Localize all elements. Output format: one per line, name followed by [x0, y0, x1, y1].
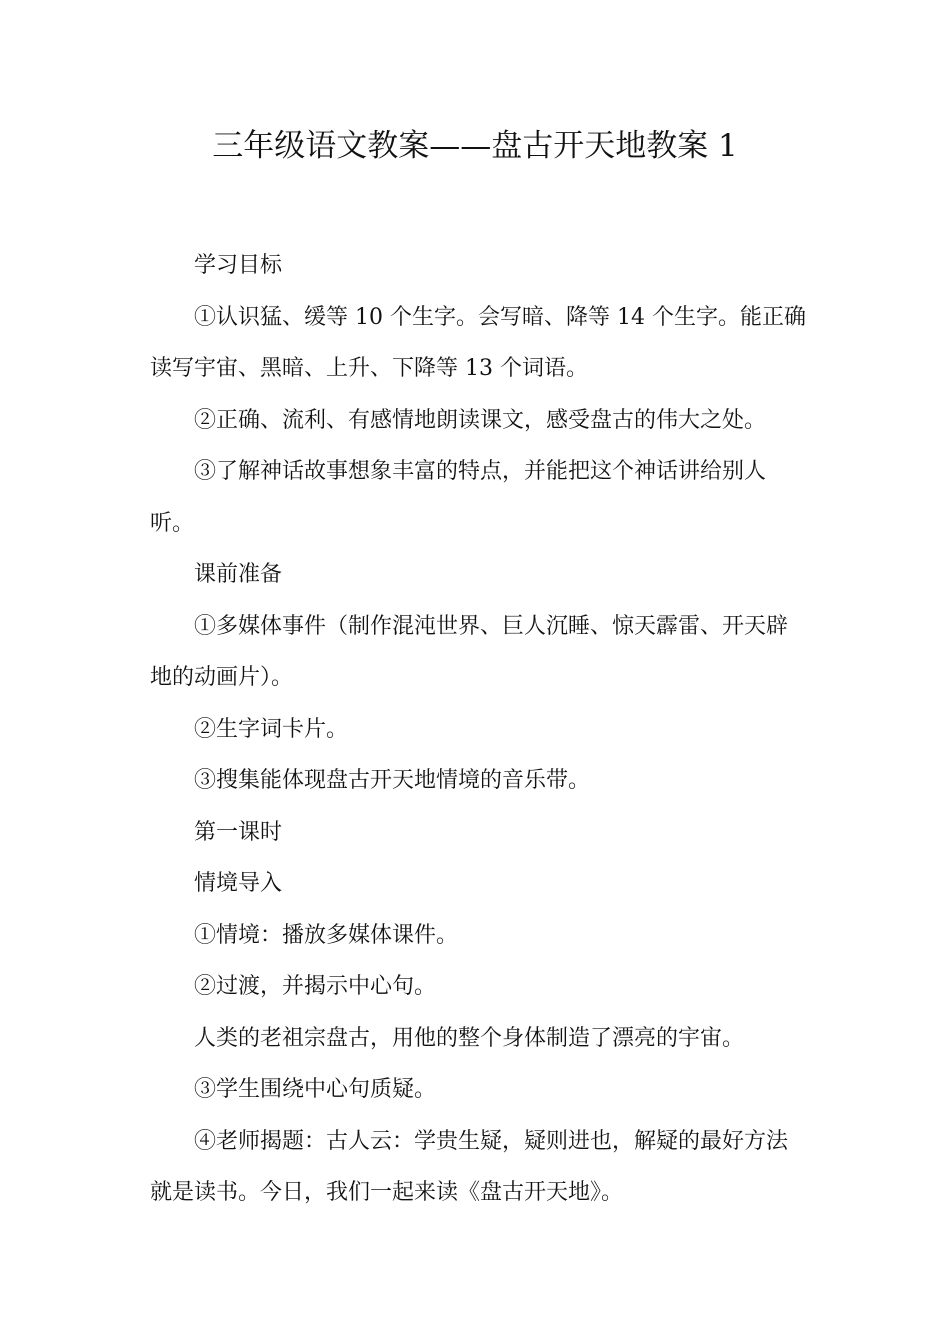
body-line: 人类的老祖宗盘古，用他的整个身体制造了漂亮的宇宙。: [194, 1025, 745, 1051]
body-line: 地的动画片）。: [150, 665, 294, 690]
body-line: ①情境：播放多媒体课件。: [194, 922, 459, 948]
body-line: 情境导入: [194, 871, 283, 896]
body-line: 读写宇宙、黑暗、上升、下降等 13 个词语。: [150, 356, 588, 381]
document-body: [150, 240, 805, 1219]
body-line: ①认识猛、缓等 10 个生字。会写暗、降等 14 个生字。能正确: [194, 304, 806, 330]
body-line: ②生字词卡片。: [194, 716, 349, 742]
body-line: ③学生围绕中心句质疑。: [194, 1077, 437, 1102]
body-line: ①多媒体事件（制作混沌世界、巨人沉睡、惊天霹雷、开天辟: [194, 613, 789, 639]
body-line: ③搜集能体现盘古开天地情境的音乐带。: [194, 768, 591, 793]
body-line: ②正确、流利、有感情地朗读课文，感受盘古的伟大之处。: [194, 407, 767, 433]
body-line: ③了解神话故事想象丰富的特点，并能把这个神话讲给别人: [194, 459, 767, 484]
body-line: 课前准备: [194, 562, 283, 587]
body-line: ②过渡，并揭示中心句。: [194, 974, 437, 999]
body-line: 第一课时: [194, 819, 283, 845]
document-title: 三年级语文教案——盘古开天地教案 1: [212, 128, 738, 164]
body-line: ④老师揭题：古人云：学贵生疑，疑则进也，解疑的最好方法: [194, 1128, 789, 1154]
body-line: 听。: [150, 510, 195, 536]
body-line: 就是读书。今日，我们一起来读《盘古开天地》。: [150, 1180, 624, 1205]
body-line: 学习目标: [194, 253, 283, 278]
